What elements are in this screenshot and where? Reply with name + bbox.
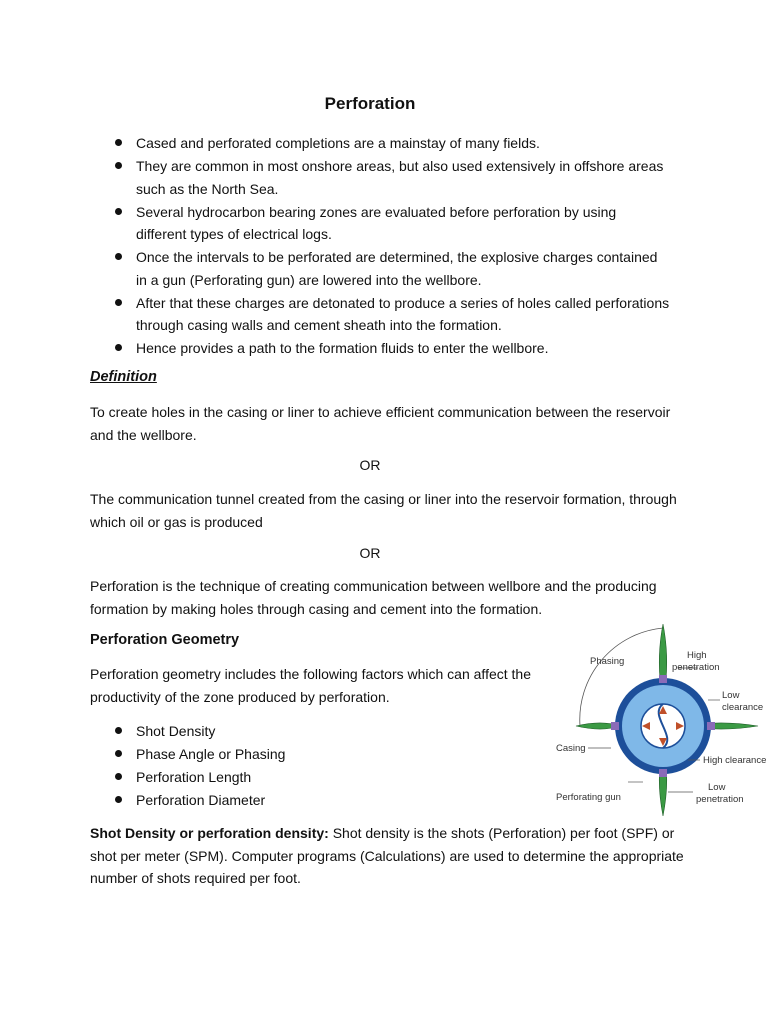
- definition-paragraph-1: To create holes in the casing or liner to achieve efficient communication between the reservoir and the wellbore.: [90, 404, 671, 443]
- page-title: Perforation: [324, 94, 416, 113]
- definition-heading: Definition: [90, 369, 157, 385]
- shot-density-label: Shot Density or perforation density:: [90, 825, 329, 841]
- intro-bullet-list: [110, 132, 670, 360]
- label-high-penetration-2: penetration: [672, 662, 720, 673]
- list-item: Several hydrocarbon bearing zones are evaluated before perforation by using different types of electrical logs.: [110, 201, 670, 246]
- geometry-heading: Perforation Geometry: [90, 632, 240, 648]
- list-item: Shot Density: [110, 720, 410, 743]
- label-phasing: Phasing: [590, 656, 625, 667]
- perforation-geometry-diagram: [548, 620, 768, 816]
- list-item: Once the intervals to be perforated are determined, the explosive charges contained in a gun (Perforating gun) are lowered into the wellbore.: [110, 246, 670, 291]
- label-low-clearance-1: Low: [722, 690, 740, 701]
- definition-paragraph-3: Perforation is the technique of creating communication between wellbore and the producing formation by making holes through casing and cement into the formation.: [90, 578, 657, 617]
- port-marker-left: [611, 722, 619, 730]
- label-low-clearance-2: clearance: [722, 702, 764, 713]
- list-item: They are common in most onshore areas, but also used extensively in offshore areas such as the North Sea.: [110, 155, 670, 200]
- shot-density-text: Shot density is the shots (Perforation) per foot (SPF) or shot per meter (SPM). Computer programs (Calculations) are used to determine the appropriate number of shots required per foot.: [90, 825, 684, 886]
- label-low-penetration-1: Low: [708, 782, 726, 793]
- definition-paragraph-2: The communication tunnel created from the casing or liner into the reservoir formation, through which oil or gas is produced: [90, 491, 677, 530]
- list-item: Perforation Length: [110, 766, 410, 789]
- port-marker-top: [659, 675, 667, 683]
- label-perforating-gun: Perforating gun: [556, 792, 621, 803]
- label-high-penetration-1: High: [687, 650, 707, 661]
- geometry-factor-list: [110, 720, 410, 812]
- list-item: After that these charges are detonated to produce a series of holes called perforations through casing walls and cement sheath into the formation.: [110, 292, 670, 337]
- shot-density-paragraph: [90, 822, 690, 890]
- list-item: Perforation Diameter: [110, 789, 410, 812]
- port-marker-right: [707, 722, 715, 730]
- or-separator-1: OR: [359, 457, 381, 473]
- label-casing: Casing: [556, 743, 586, 754]
- list-item: Hence provides a path to the formation fluids to enter the wellbore.: [110, 337, 670, 360]
- label-low-penetration-2: penetration: [696, 794, 744, 805]
- label-high-clearance: High clearance: [703, 755, 767, 766]
- geometry-intro: Perforation geometry includes the following factors which can affect the productivity of the zone produced by perforation.: [90, 666, 531, 705]
- or-separator-2: OR: [359, 545, 381, 561]
- port-marker-bottom: [659, 769, 667, 777]
- list-item: Phase Angle or Phasing: [110, 743, 410, 766]
- list-item: Cased and perforated completions are a mainstay of many fields.: [110, 132, 670, 155]
